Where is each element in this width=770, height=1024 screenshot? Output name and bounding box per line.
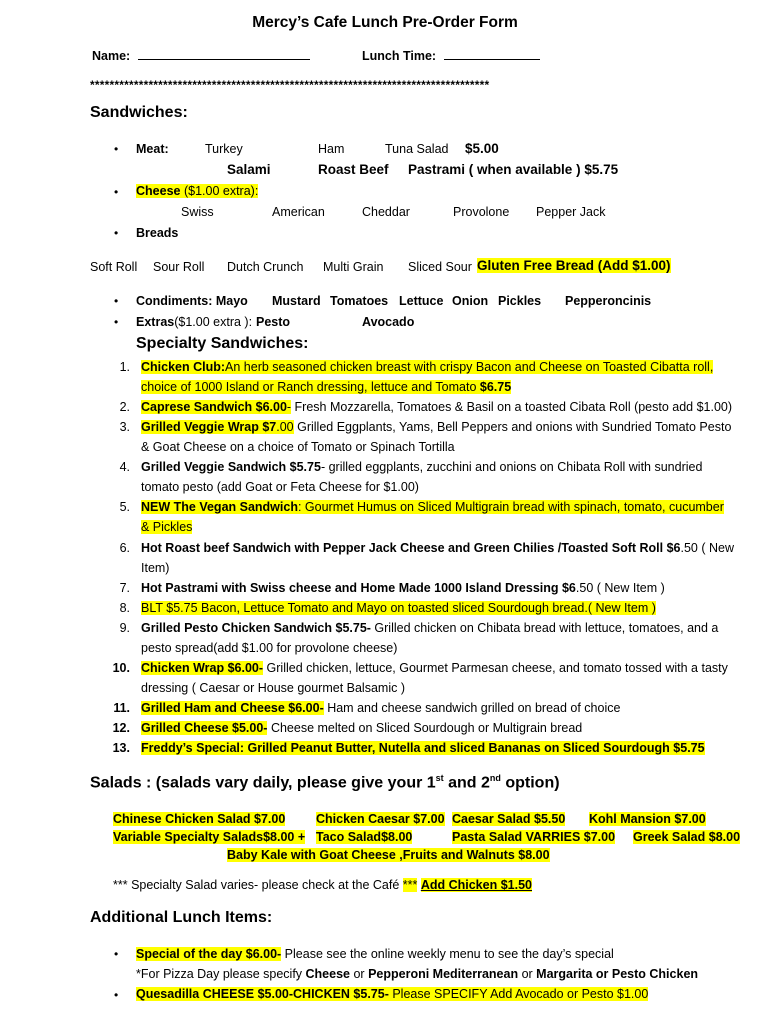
specialty-item[interactable] [141,721,582,735]
specialty-item[interactable] [141,661,728,675]
cheese-line [136,184,258,198]
specialty-item-line [141,420,731,434]
cheese-option[interactable]: Provolone [453,205,510,219]
specialty-item-line [141,400,732,414]
specialty-item-desc: An herb seasoned chicken breast with crispy Bacon and Cheese on Toasted Cibatta roll, [225,360,714,374]
add-chicken-option[interactable]: Add Chicken $1.50 [420,878,532,892]
meat-price: $5.00 [465,141,499,156]
specialty-item-line2-text [141,641,397,655]
specialty-item-line [141,661,728,675]
specialty-item-line2 [141,561,169,575]
salads-heading [90,773,560,792]
salads-heading-text: and 2 [443,774,490,792]
specialty-item-desc: pesto spread(add $1.00 for provolone cheese) [141,641,398,655]
meat-option[interactable]: Salami [227,162,271,177]
item-number: 8. [119,601,130,615]
specialty-item-dash: - [263,721,268,735]
sandwiches-heading: Sandwiches: [90,104,188,121]
item-number: 2. [119,400,130,414]
specialty-item[interactable] [141,500,724,514]
specialty-item-desc: & Pickles [141,520,193,534]
salad-note-stars: *** [402,878,418,892]
specialty-item-name: Grilled Cheese $5.00 [141,721,264,735]
specialty-item-desc: BLT $5.75 Bacon, Lettuce Tomato and Mayo on toasted sliced Sourdough bread.( New Item ) [141,601,656,615]
specialty-item-line [141,360,713,374]
pizza-note-text: or [518,967,537,981]
salad-note [113,878,532,892]
condiment-option[interactable]: Pickles [498,294,542,308]
specialty-item-desc: : Gourmet Humus on Sliced Multigrain bread with spinach, tomato, cucumber [297,500,724,514]
specialty-item[interactable] [141,701,620,715]
salad-note-text: *** Specialty Salad varies- please check at the Café [113,878,403,892]
bullet-icon: • [114,294,119,308]
condiment-option[interactable]: Tomatoes [330,294,389,308]
lunch-time-blank[interactable] [444,48,540,60]
divider-stars: ********************************************************************************** [90,78,490,92]
salad-option[interactable]: Pasta Salad VARRIES $7.00 [452,830,616,844]
item-number: 13. [112,741,130,755]
specialty-item-line2 [141,480,419,494]
specialty-item-desc: choice of 1000 Island or Ranch dressing, lettuce and Tomato [141,380,480,394]
specialty-item-desc: Grilled Eggplants, Yams, Bell Peppers and onions with Sundried Tomato Pesto [293,420,732,434]
specialty-item-line [141,460,702,474]
specialty-item-line2-text [141,681,405,695]
item-number: 6. [119,541,130,555]
specialty-item-name: Chicken Wrap $6.00 [141,661,259,675]
extras-label: Extras [136,315,175,329]
specialty-item-desc: & Goat Cheese on a choice of Tomato or Spinach Tortilla [141,440,455,454]
specialty-item[interactable] [141,541,734,555]
salad-option[interactable]: Chicken Caesar $7.00 [316,812,445,826]
condiment-option[interactable]: Mustard [272,294,321,308]
specialty-item[interactable] [141,360,713,374]
lunch-time-label: Lunch Time: [362,49,437,63]
specialty-item-desc: Item) [141,561,170,575]
pizza-option[interactable]: Pepperoni Mediterranean [368,967,519,981]
specialty-item-price: $6.75 [479,380,512,394]
bullet-icon: • [114,315,119,329]
salad-option[interactable]: Greek Salad $8.00 [633,830,741,844]
salad-option[interactable]: Kohl Mansion $7.00 [589,812,706,826]
bullet-icon: • [114,988,119,1002]
pizza-option[interactable]: Margarita or Pesto Chicken [536,967,699,981]
specialty-item-price-part: .00 [276,420,294,434]
item-number: 5. [119,500,130,514]
condiment-option[interactable]: Lettuce [399,294,444,308]
specialty-item-desc: Cheese melted on Sliced Sourdough or Multigrain bread [267,721,583,735]
meat-option[interactable]: Roast Beef [318,162,389,177]
specialty-item-line [141,701,620,715]
specialty-item-desc: dressing ( Caesar or House gourmet Balsamic ) [141,681,405,695]
salads-sup: nd [489,773,501,783]
salads-heading-text: option) [500,774,560,792]
cheese-option[interactable]: American [272,205,325,219]
extra-option[interactable]: Avocado [362,315,415,329]
salad-option[interactable]: Variable Specialty Salads$8.00 + [113,830,306,844]
specialty-item[interactable] [141,581,665,595]
specialty-item[interactable] [141,460,702,474]
specialty-item-name: Hot Roast beef Sandwich with Pepper Jack Cheese and Green Chilies /Toasted Soft Roll $6 [141,541,681,555]
specialty-item-dash: - [258,661,264,675]
salad-option[interactable]: Caesar Salad $5.50 [452,812,566,826]
special-of-day [136,947,614,961]
specialty-item-line2-text [141,380,511,394]
salad-option[interactable]: Taco Salad$8.00 [316,830,413,844]
name-blank[interactable] [138,48,310,60]
salad-option[interactable]: Chinese Chicken Salad $7.00 [113,812,286,826]
salad-option[interactable]: Baby Kale with Goat Cheese ,Fruits and Walnuts $8.00 [227,848,550,862]
extras-price: ($1.00 extra ): [174,315,253,329]
specialty-item-line2 [141,380,511,394]
breads-label: Breads [136,226,179,240]
bullet-icon: • [114,226,119,240]
specialty-item-desc: Grilled chicken, lettuce, Gourmet Parmesan cheese, and tomato tossed with a tasty [263,661,728,675]
item-number: 11. [113,701,130,715]
specialty-item-price-part: - [286,400,292,414]
meat-option-pastrami[interactable]: Pastrami ( when available ) $5.75 [408,162,619,177]
meat-label: Meat: [136,142,169,156]
condiment-option[interactable]: Pepperoncinis [565,294,652,308]
specialty-item-line2 [141,520,192,534]
cheese-label: Cheese [136,184,181,198]
bread-option[interactable]: Sour Roll [153,260,205,274]
specialty-item-line2-text [141,520,192,534]
meat-option[interactable]: Turkey [205,142,243,156]
specialty-item-line2-text [141,561,169,575]
bread-option[interactable]: Sliced Sour [408,260,472,274]
specialty-item[interactable] [141,621,718,635]
quesadilla-line [136,987,648,1001]
meat-option[interactable]: Ham [318,142,345,156]
specialty-item-line2-text [141,440,455,454]
item-number: 10. [112,661,130,675]
salads-sup: st [435,773,444,783]
item-number: 12. [112,721,130,735]
specialty-item-line [141,741,705,755]
name-label: Name: [92,49,131,63]
item-number: 3. [119,420,130,434]
item-number: 9. [119,621,130,635]
page-title: Mercy’s Cafe Lunch Pre-Order Form [252,14,518,31]
specialty-item-line [141,541,734,555]
special-of-day-label[interactable]: Special of the day $6.00- [136,947,282,961]
specialty-item-desc: Ham and cheese sandwich grilled on bread of choice [323,701,621,715]
bullet-icon: • [114,142,119,156]
specialty-item-line2-text [141,480,419,494]
item-number: 7. [119,581,130,595]
specialty-item-line2 [141,681,405,695]
item-number: 4. [119,460,130,474]
specialty-item[interactable] [141,741,705,755]
pizza-option[interactable]: Cheese [305,967,350,981]
extras-line [136,315,252,329]
specialty-item-desc: tomato pesto (add Goat or Feta Cheese for $1.00) [141,480,419,494]
specialty-item-desc: .50 ( New [680,541,734,555]
name-field[interactable] [92,48,310,63]
condiments-label: Condiments: Mayo [136,294,248,308]
specialty-item-name: Hot Pastrami with Swiss cheese and Home Made 1000 Island Dressing $6 [141,581,576,595]
specialty-item-name: Grilled Pesto Chicken Sandwich $5.75- [141,621,371,635]
cheese-option[interactable]: Cheddar [362,205,410,219]
pizza-note-text: *For Pizza Day please specify [136,967,306,981]
lunch-time-field[interactable] [362,48,540,63]
specialty-item[interactable] [141,601,656,615]
bullet-icon: • [114,185,119,199]
specialty-item-line [141,601,656,615]
cheese-option[interactable]: Pepper Jack [536,205,606,219]
specialty-heading: Specialty Sandwiches: [136,335,309,352]
bullet-icon: • [114,947,119,961]
specialty-item-name: Chicken Club: [141,360,226,374]
bread-option[interactable]: Dutch Crunch [227,260,304,274]
gluten-free-option[interactable]: Gluten Free Bread (Add $1.00) [477,258,671,273]
specialty-item[interactable] [141,420,731,434]
specialty-item-name: Grilled Veggie Wrap $7 [141,420,277,434]
specialty-item-name: Caprese Sandwich $6.00 [141,400,287,414]
extra-option[interactable]: Pesto [256,315,291,329]
special-of-day-text: Please see the online weekly menu to see the day’s special [281,947,614,961]
specialty-item-desc: Fresh Mozzarella, Tomatoes & Basil on a toasted Cibata Roll (pesto add $1.00) [291,400,733,414]
specialty-item-desc: - grilled eggplants, zucchini and onions on Chibata Roll with sundried [320,460,703,474]
specialty-item-name: Grilled Ham and Cheese $6.00 [141,701,320,715]
specialty-item-line [141,500,724,514]
specialty-item[interactable] [141,400,732,414]
specialty-item-desc: .50 ( New Item ) [575,581,665,595]
specialty-item-name: NEW The Vegan Sandwich [141,500,298,514]
specialty-item-line [141,621,718,635]
specialty-item-desc: Grilled chicken on Chibata bread with lettuce, tomatoes, and a [370,621,719,635]
condiment-option[interactable]: Onion [452,294,489,308]
specialty-item-line [141,721,582,735]
additional-heading: Additional Lunch Items: [90,909,273,926]
quesadilla-text: Please SPECIFY Add Avocado or Pesto $1.00 [388,987,649,1001]
bread-option[interactable]: Multi Grain [323,260,384,274]
cheese-extra: ($1.00 extra): [183,184,259,198]
pizza-note [136,967,698,981]
item-number: 1. [119,360,130,374]
quesadilla-label[interactable]: Quesadilla CHEESE $5.00-CHICKEN $5.75- [136,987,389,1001]
specialty-item-name: Freddy’s Special: Grilled Peanut Butter, Nutella and sliced Bananas on Sliced Sourdough $5.75 [141,741,705,755]
specialty-item-line2 [141,641,397,655]
specialty-item-line [141,581,665,595]
salads-heading-text: Salads : (salads vary daily, please give your 1 [90,774,436,792]
specialty-item-line2 [141,440,455,454]
bread-option[interactable]: Soft Roll [90,260,138,274]
cheese-option[interactable]: Swiss [181,205,214,219]
specialty-item-dash: - [319,701,324,715]
specialty-item-name: Grilled Veggie Sandwich $5.75 [141,460,321,474]
meat-option[interactable]: Tuna Salad [385,142,449,156]
pizza-note-text: or [350,967,369,981]
